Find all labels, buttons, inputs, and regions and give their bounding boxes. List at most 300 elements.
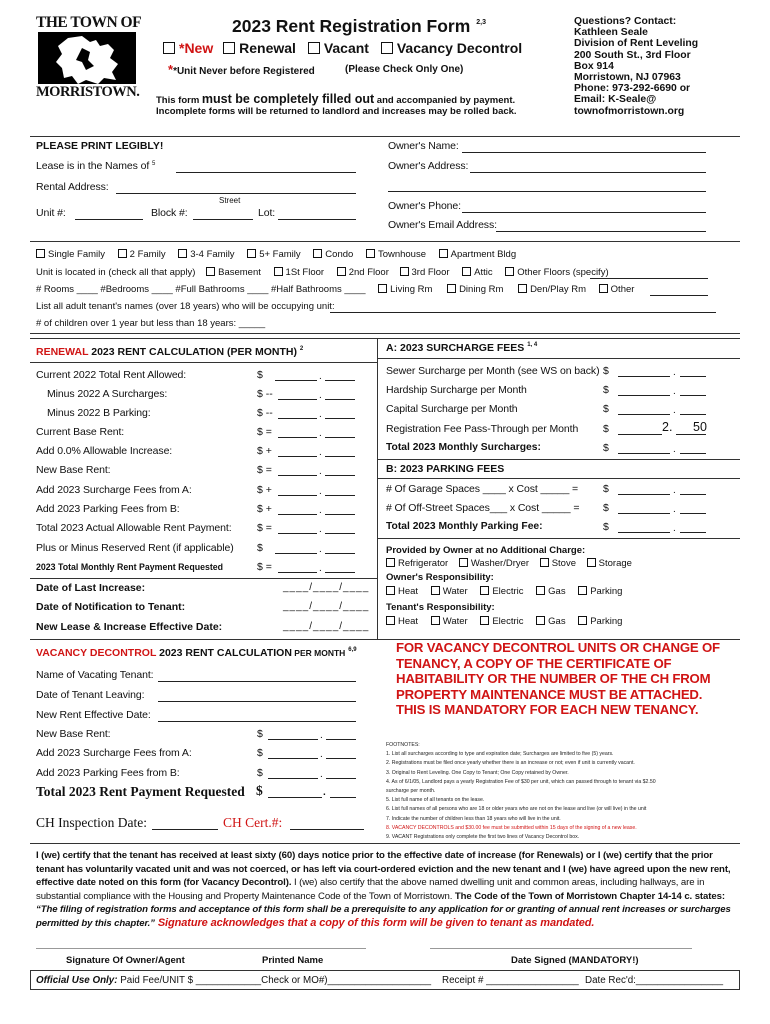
checkbox[interactable] — [459, 558, 468, 567]
dollar-sign: $ — [603, 423, 609, 435]
checkbox[interactable] — [518, 284, 527, 293]
amount-dollars[interactable] — [278, 456, 317, 457]
printed-name-label: Printed Name — [262, 955, 324, 966]
option-vacant[interactable] — [308, 40, 369, 56]
amount-cents[interactable] — [325, 572, 355, 573]
decimal-point: . — [319, 466, 322, 477]
decimal-point: . — [673, 405, 676, 416]
type-label: Single Family — [48, 249, 106, 260]
dollar-sign: $ — [603, 365, 609, 377]
owner-phone-label: Owner's Phone: — [388, 200, 461, 212]
amount-dollars[interactable] — [275, 553, 317, 554]
effective-date-field[interactable]: ____/____/____ — [283, 621, 370, 632]
checkbox[interactable] — [599, 284, 608, 293]
amount-dollars[interactable] — [278, 572, 317, 573]
type-5-plus-family[interactable] — [247, 249, 300, 260]
last-increase-label: Date of Last Increase: — [36, 582, 146, 594]
lease-names-text: Lease is in the Names of — [36, 160, 150, 172]
new-rent-effective-line[interactable] — [158, 721, 356, 722]
tenant-water[interactable] — [431, 616, 468, 627]
amount-cents[interactable] — [326, 778, 356, 779]
option-vacant-checkbox[interactable] — [308, 42, 320, 54]
amount-cents[interactable] — [325, 514, 355, 515]
vacancy-title-text: 2023 RENT CALCULATION — [156, 647, 292, 659]
checkbox[interactable] — [540, 558, 549, 567]
utility-label: Water — [442, 586, 468, 597]
decimal-point: . — [319, 544, 322, 555]
owner-name-label: Owner's Name: — [388, 140, 459, 152]
checkbox[interactable] — [386, 616, 395, 625]
registration-fee-value: 2. — [662, 420, 673, 434]
floor-attic[interactable] — [462, 267, 492, 278]
option-renewal-label: Renewal — [239, 40, 296, 56]
renewal-row-sign: $ -- — [257, 407, 273, 419]
type-condo[interactable] — [313, 249, 353, 260]
amount-cents[interactable] — [326, 758, 356, 759]
checkbox[interactable] — [386, 586, 395, 595]
contact-line: Phone: 973-292-6690 or — [574, 83, 691, 95]
dollar-sign: $ — [603, 483, 609, 495]
room-living[interactable] — [378, 284, 432, 295]
decimal-point: . — [319, 390, 322, 401]
amount-dollars[interactable] — [618, 453, 670, 454]
divider — [30, 338, 740, 339]
renewal-row-sign: $ + — [257, 484, 272, 496]
lease-names-line[interactable] — [176, 172, 356, 173]
footnote-item: 2. Registrations must be filed once yearly whether there is an increase or not; even if unit is currently vacant. — [386, 760, 635, 767]
last-increase-date-field[interactable]: ____/____/____ — [283, 582, 370, 593]
offstreet-spaces-row[interactable]: # Of Off-Street Spaces___ x Cost _____ = — [386, 502, 580, 514]
owner-address-line-2[interactable] — [388, 191, 706, 192]
provided-title: Provided by Owner at no Additional Charge: — [386, 545, 586, 556]
checkbox[interactable] — [447, 284, 456, 293]
room-label: Den/Play Rm — [530, 284, 587, 295]
divider — [377, 358, 740, 359]
logo-line2: MORRISTOWN. — [36, 84, 140, 100]
tenant-leaving-label: Date of Tenant Leaving: — [36, 689, 145, 701]
dollar-sign: $ — [603, 502, 609, 514]
utility-label: Heat — [398, 616, 419, 627]
amount-dollars[interactable] — [618, 414, 670, 415]
type-townhouse[interactable] — [366, 249, 426, 260]
tenant-heat[interactable] — [386, 616, 418, 627]
sewer-surcharge-label: Sewer Surcharge per Month (see WS on back) — [386, 365, 600, 377]
notice-line: HABITABILITY OR THE NUMBER OF THE CH FROM — [396, 671, 711, 687]
fill-out-instruction — [156, 92, 515, 106]
surcharge-total-label: Total 2023 Monthly Surcharges: — [386, 442, 541, 453]
rental-address-line[interactable] — [116, 193, 356, 194]
amount-dollars[interactable] — [268, 758, 318, 759]
owner-utilities-row — [386, 586, 622, 597]
room-other[interactable] — [599, 284, 635, 295]
receipt-field[interactable]: Receipt # _________________ — [442, 975, 579, 986]
owner-heat[interactable] — [386, 586, 418, 597]
tenant-parking[interactable] — [578, 616, 622, 627]
checkbox[interactable] — [337, 267, 346, 276]
contact-line: Box 914 — [574, 60, 614, 72]
date-signed-line[interactable] — [430, 948, 692, 949]
floor-label: 2nd Floor — [348, 267, 389, 278]
checkbox[interactable] — [578, 616, 587, 625]
amount-dollars[interactable] — [278, 437, 317, 438]
checkbox[interactable] — [400, 267, 409, 276]
signature-line[interactable] — [36, 948, 366, 949]
amount-dollars[interactable] — [278, 495, 317, 496]
type-3-4-family[interactable] — [178, 249, 234, 260]
dollar-sign: $ — [257, 728, 263, 740]
checkbox[interactable] — [480, 616, 489, 625]
certify-normal: I (we) also certify that the above named dwelling unit and common areas, including hallways, are in — [291, 877, 705, 889]
option-vacancy-decontrol-checkbox[interactable] — [381, 42, 393, 54]
checkbox[interactable] — [247, 249, 256, 258]
provided-items-row — [386, 558, 632, 569]
owner-address-line[interactable] — [470, 172, 706, 173]
lot-label: Lot: — [258, 207, 276, 219]
lot-line[interactable] — [278, 219, 356, 220]
room-label: Living Rm — [390, 284, 433, 295]
checkbox[interactable] — [462, 267, 471, 276]
amount-cents[interactable] — [325, 456, 355, 457]
notice-line: PROPERTY MAINTENANCE MUST BE ATTACHED. — [396, 686, 703, 702]
street-caption: Street — [219, 196, 241, 205]
checkbox[interactable] — [578, 586, 587, 595]
ch-cert-label: CH Cert.#: — [223, 815, 283, 830]
divider — [377, 459, 740, 460]
certify-normal: substantial compliance with the Housing and Property Maintenance Code of the Town of Morristown. — [36, 890, 453, 902]
adult-tenants-label: List all adult tenant's names (over 18 years) who will be occupying unit: — [36, 301, 335, 312]
town-logo — [36, 14, 140, 98]
provided-label: Refrigerator — [398, 558, 449, 569]
provided-washer[interactable] — [459, 558, 529, 569]
unit-label: Unit #: — [36, 207, 66, 219]
surcharge-title-sup: 1, 4 — [527, 342, 538, 348]
amount-cents[interactable] — [325, 495, 355, 496]
type-label: 5+ Family — [259, 249, 301, 260]
amount-dollars[interactable] — [278, 533, 317, 534]
amount-dollars[interactable] — [275, 380, 317, 381]
owner-parking[interactable] — [578, 586, 622, 597]
decimal-point: . — [320, 730, 323, 741]
utility-label: Electric — [492, 586, 524, 597]
checkbox[interactable] — [536, 616, 545, 625]
divider — [30, 362, 377, 363]
floor-basement[interactable] — [206, 267, 261, 278]
surcharge-title-text: A: 2023 SURCHARGE FEES — [386, 342, 525, 354]
amount-dollars[interactable] — [268, 739, 318, 740]
option-new-checkbox[interactable] — [163, 42, 175, 54]
utility-label: Gas — [548, 616, 566, 627]
rooms-text[interactable]: # Rooms ____ #Bedrooms ____ #Full Bathrooms ____ #Half Bathrooms ____ — [36, 284, 366, 295]
certify-line: tenant has voluntarily vacated unit and was not coerced, or has left via court-ordered eviction and the new tenant and I (we) have agreed upon the new rent, — [36, 863, 731, 875]
form-title-sup: 2,3 — [476, 19, 486, 26]
effective-date-label: New Lease & Increase Effective Date: — [36, 621, 223, 633]
renewal-row-label: Add 2023 Surcharge Fees from A: — [36, 484, 192, 496]
amount-dollars[interactable] — [278, 475, 317, 476]
decimal-point: . — [323, 787, 326, 798]
checkbox[interactable] — [274, 267, 283, 276]
owner-email-label: Owner's Email Address: — [388, 219, 497, 231]
amount-cents[interactable] — [680, 395, 706, 396]
decimal-point: . — [319, 371, 322, 382]
checkbox[interactable] — [366, 249, 375, 258]
renewal-title-text: 2023 RENT CALCULATION (PER MONTH) — [88, 346, 297, 358]
lease-names-label — [36, 160, 155, 172]
amount-dollars[interactable] — [268, 778, 318, 779]
notice-line: TENANCY, A COPY OF THE CERTIFICATE OF — [396, 655, 672, 671]
divider — [30, 333, 740, 334]
amount-dollars[interactable] — [618, 513, 670, 514]
tenant-responsibility-label: Tenant's Responsibility: — [386, 602, 495, 613]
hardship-surcharge-label: Hardship Surcharge per Month — [386, 384, 527, 396]
footnote-item: 6. List full names of all persons who are 18 or older years who are not on the lease and live (or will live) in the unit — [386, 806, 647, 813]
ch-inspection-date-line[interactable] — [152, 829, 218, 830]
certificate-notice — [396, 640, 720, 718]
owner-address-label: Owner's Address: — [388, 160, 469, 172]
block-label: Block #: — [151, 207, 188, 219]
checkbox[interactable] — [431, 616, 440, 625]
paid-fee-field[interactable]: Paid Fee/UNIT $ ____________Check or MO#)___________________ — [120, 975, 432, 986]
amount-cents[interactable] — [330, 797, 356, 798]
amount-dollars[interactable] — [618, 395, 670, 396]
utility-label: Electric — [492, 616, 524, 627]
new-unit-note-text: *Unit Never before Registered — [173, 66, 315, 77]
vertical-divider — [377, 338, 378, 639]
checkbox[interactable] — [431, 586, 440, 595]
floor-label: Basement — [218, 267, 261, 278]
room-dining[interactable] — [447, 284, 503, 295]
option-renewal[interactable] — [223, 40, 296, 56]
amount-cents[interactable] — [676, 434, 706, 435]
tenant-gas[interactable] — [536, 616, 565, 627]
tenant-utilities-row — [386, 616, 622, 627]
amount-dollars[interactable] — [618, 434, 662, 435]
unit-line[interactable] — [75, 219, 143, 220]
amount-cents[interactable] — [325, 553, 355, 554]
decimal-point: . — [673, 485, 676, 496]
checkbox[interactable] — [313, 249, 322, 258]
renewal-title — [36, 346, 303, 358]
type-label: 3-4 Family — [190, 249, 235, 260]
footnotes-title: FOOTNOTES: — [386, 742, 420, 748]
certify-bold: permitted by this chapter.” — [36, 917, 155, 929]
utility-label: Parking — [590, 616, 623, 627]
divider — [30, 241, 740, 242]
room-den[interactable] — [518, 284, 586, 295]
footnote-item: 7. Indicate the number of children less than 18 years who will live in the unit. — [386, 815, 561, 822]
footnote-item: 5. List full name of all tenants on the lease. — [386, 797, 485, 804]
amount-cents[interactable] — [680, 532, 706, 533]
provided-stove[interactable] — [540, 558, 576, 569]
parking-total-label: Total 2023 Monthly Parking Fee: — [386, 521, 543, 532]
form-title-text: 2023 Rent Registration Form — [232, 16, 471, 36]
renewal-row-sign: $ = — [257, 522, 272, 534]
amount-dollars[interactable] — [278, 399, 317, 400]
logo-silhouette — [38, 32, 136, 84]
children-count[interactable]: # of children over 1 year but less than 18 years: _____ — [36, 318, 266, 329]
notification-date-field[interactable]: ____/____/____ — [283, 601, 370, 612]
decimal-point: . — [319, 428, 322, 439]
amount-cents[interactable] — [680, 376, 706, 377]
amount-cents[interactable] — [680, 494, 706, 495]
type-2-family[interactable] — [118, 249, 166, 260]
amount-cents[interactable] — [680, 453, 706, 454]
amount-dollars[interactable] — [278, 514, 317, 515]
floor-label: 1St Floor — [285, 267, 325, 278]
checkbox[interactable] — [178, 249, 187, 258]
amount-dollars[interactable] — [618, 494, 670, 495]
amount-cents[interactable] — [325, 380, 355, 381]
amount-cents[interactable] — [680, 513, 706, 514]
garage-spaces-row[interactable]: # Of Garage Spaces ____ x Cost _____ = — [386, 483, 579, 495]
option-new-label: *New — [179, 40, 214, 56]
provided-storage[interactable] — [587, 558, 632, 569]
vacancy-total-label: Total 2023 Rent Payment Requested — [36, 784, 245, 799]
certify-bold: effective date noted on this form (for Vacancy Decontrol). — [36, 877, 292, 889]
amount-dollars[interactable] — [268, 797, 322, 798]
owner-phone-line[interactable] — [462, 212, 706, 213]
decimal-point: . — [673, 504, 676, 515]
form-title — [232, 16, 486, 37]
ch-cert-line[interactable] — [290, 829, 364, 830]
certify-red: Signature acknowledges that a copy of this form will be given to tenant as mandated. — [154, 916, 595, 929]
footnote-item: 8. VACANCY DECONTROLS and $30.00 fee must be submitted within 15 days of the signing of a new lease. — [386, 824, 637, 831]
floor-label: 3rd Floor — [411, 267, 450, 278]
renewal-row-sign: $ — [257, 542, 263, 554]
registration-fee-label: Registration Fee Pass-Through per Month — [386, 423, 579, 435]
renewal-row-sign: $ + — [257, 503, 272, 515]
contact-box — [574, 16, 698, 117]
renewal-row-label: Add 2023 Parking Fees from B: — [36, 503, 180, 515]
notification-date-label: Date of Notification to Tenant: — [36, 601, 186, 613]
capital-surcharge-label: Capital Surcharge per Month — [386, 403, 518, 415]
checkbox[interactable] — [439, 249, 448, 258]
notice-line: THIS IS MANDATORY FOR EACH NEW TENANCY. — [396, 702, 699, 718]
amount-dollars[interactable] — [278, 418, 317, 419]
provided-refrigerator[interactable] — [386, 558, 448, 569]
amount-dollars[interactable] — [618, 376, 670, 377]
decimal-point: . — [319, 524, 322, 535]
decimal-point: . — [320, 749, 323, 760]
owner-email-line[interactable] — [496, 231, 706, 232]
other-floors-line[interactable] — [590, 278, 708, 279]
parking-title: B: 2023 PARKING FEES — [386, 463, 505, 475]
checkbox[interactable] — [587, 558, 596, 567]
adult-tenants-line[interactable] — [330, 312, 716, 313]
owner-electric[interactable] — [480, 586, 523, 597]
decimal-point: . — [319, 563, 322, 574]
renewal-row-sign: $ = — [257, 464, 272, 476]
official-use-row — [36, 975, 431, 986]
amount-cents[interactable] — [680, 414, 706, 415]
option-vacancy-decontrol[interactable] — [381, 40, 522, 56]
checkbox[interactable] — [386, 558, 395, 567]
vacancy-base-rent-label: New Base Rent: — [36, 728, 111, 740]
option-vacancy-decontrol-label: Vacancy Decontrol — [396, 40, 523, 56]
option-renewal-checkbox[interactable] — [223, 42, 235, 54]
floor-3rd[interactable] — [400, 267, 450, 278]
renewal-row-label: Minus 2022 B Parking: — [47, 407, 151, 419]
vacancy-surcharge-label: Add 2023 Surcharge Fees from A: — [36, 747, 192, 759]
room-label: Dining Rm — [459, 284, 504, 295]
checkbox[interactable] — [378, 284, 387, 293]
vacancy-title-red: VACANCY DECONTROL — [36, 647, 157, 659]
renewal-row-label: Total 2023 Actual Allowable Rent Payment: — [36, 522, 232, 534]
checkbox[interactable] — [505, 267, 514, 276]
new-unit-note: **Unit Never before Registered — [168, 62, 315, 77]
type-label: Apartment Bldg — [450, 249, 517, 260]
dollar-sign: $ — [603, 442, 609, 454]
amount-cents[interactable] — [325, 399, 355, 400]
contact-line: Morristown, NJ 07963 — [574, 72, 681, 84]
divider — [30, 136, 740, 137]
type-apartment[interactable] — [439, 249, 516, 260]
floor-other[interactable] — [505, 267, 608, 278]
amount-cents[interactable] — [325, 475, 355, 476]
renewal-row-sign: $ = — [257, 426, 272, 438]
tenant-electric[interactable] — [480, 616, 523, 627]
owner-water[interactable] — [431, 586, 468, 597]
registration-type-options — [163, 40, 522, 56]
renewal-row-label: Current Base Rent: — [36, 426, 125, 438]
checkbox[interactable] — [480, 586, 489, 595]
floor-2nd[interactable] — [337, 267, 389, 278]
property-type-row — [36, 249, 516, 260]
amount-cents[interactable] — [325, 533, 355, 534]
renewal-row-label: 2023 Total Monthly Rent Payment Requested — [36, 562, 224, 572]
unit-location-label: Unit is located in (check all that apply) — [36, 267, 196, 278]
renewal-row-sign: $ = — [257, 561, 272, 573]
checkbox[interactable] — [536, 586, 545, 595]
renewal-title-red: RENEWAL — [36, 346, 89, 358]
amount-cents[interactable] — [325, 437, 355, 438]
decimal-point: . — [673, 444, 676, 455]
floor-1st[interactable] — [274, 267, 325, 278]
renewal-row-label: New Base Rent: — [36, 464, 111, 476]
option-new[interactable] — [163, 40, 213, 56]
certify-bold: The Code of the Town of Morristown Chapter 14-14 c. states: — [452, 890, 725, 902]
decimal-point: . — [319, 447, 322, 458]
amount-dollars[interactable] — [618, 532, 670, 533]
decimal-point: . — [673, 523, 676, 534]
checkbox[interactable] — [206, 267, 215, 276]
type-single-family[interactable] — [36, 249, 105, 260]
checkbox[interactable] — [118, 249, 127, 258]
tenant-leaving-line[interactable] — [158, 701, 356, 702]
amount-cents[interactable] — [325, 418, 355, 419]
room-label: Other — [610, 284, 635, 295]
surcharge-title — [386, 342, 537, 354]
amount-cents[interactable] — [326, 739, 356, 740]
room-other-line[interactable] — [650, 295, 708, 296]
footnote-item: 9. VACANT Registrations only complete the first two lines of Vacancy Decontrol box. — [386, 834, 580, 841]
type-label: Condo — [325, 249, 354, 260]
footnote-item: 4. As of 6/1/05, Landlord pays a yearly Registration Fee of $30 per unit, which can passed through to tenant via $2.50 — [386, 778, 656, 785]
total-dollar-sign: $ — [256, 783, 263, 798]
rooms-row — [36, 284, 634, 295]
block-line[interactable] — [193, 219, 253, 220]
contact-line: Kathleen Seale — [574, 27, 648, 39]
checkbox[interactable] — [36, 249, 45, 258]
instr-part-a: This form — [156, 95, 202, 106]
owner-gas[interactable] — [536, 586, 565, 597]
owner-name-line[interactable] — [462, 152, 706, 153]
date-received-field[interactable]: Date Rec'd:________________ — [585, 975, 724, 986]
lease-names-sup: 5 — [152, 161, 156, 167]
unit-location-row — [36, 267, 609, 278]
renewal-row-sign: $ -- — [257, 388, 273, 400]
certification-text — [36, 849, 731, 931]
vacating-tenant-line[interactable] — [158, 681, 356, 682]
